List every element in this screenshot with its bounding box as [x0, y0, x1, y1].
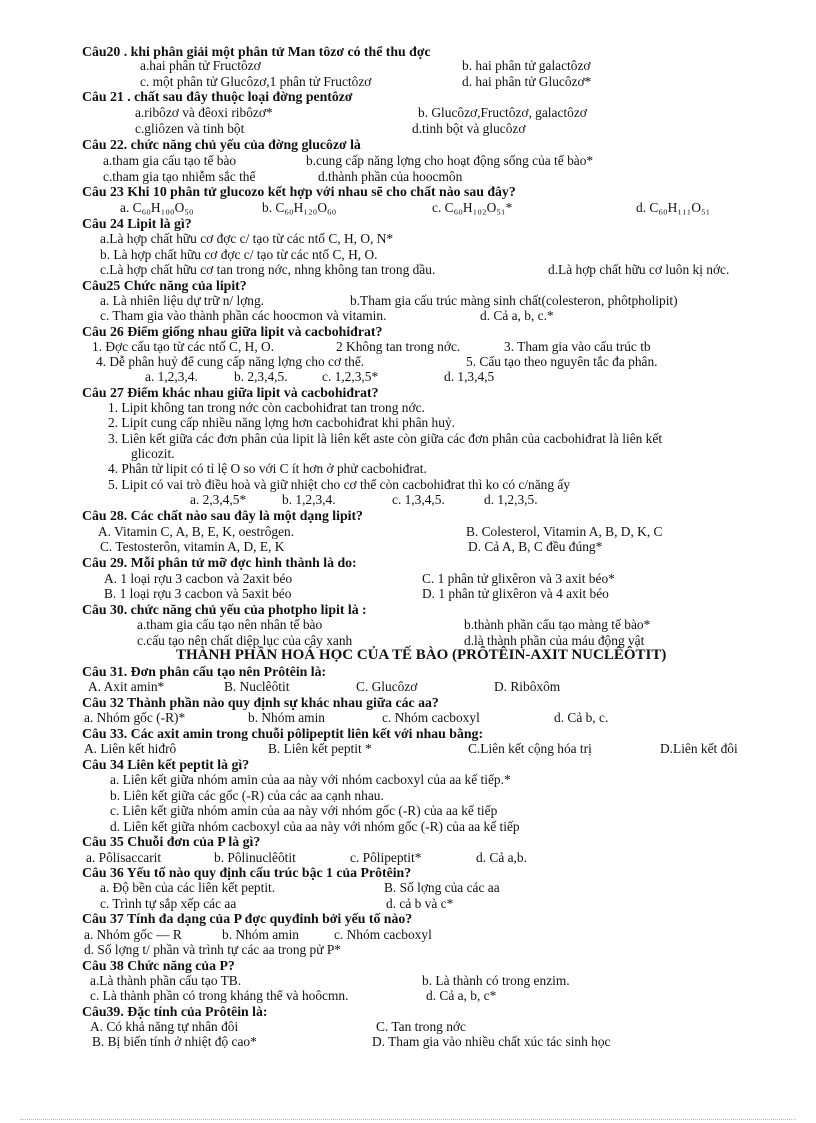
question-heading: Câu 26 Điểm giống nhau giữa lipit và cacbohiđrat? — [82, 324, 383, 339]
question-heading: Câu 30. chức năng chủ yếu của photpho lipit là : — [82, 602, 367, 617]
question-heading: Câu39. Đặc tính của Prôtêin là: — [82, 1004, 268, 1019]
answer-option: c. Trình tự sắp xếp các aa — [100, 896, 237, 911]
answer-option: A. Liên kết hiđrô — [84, 741, 177, 756]
answer-option: d. 1,2,3,5. — [484, 492, 538, 507]
answer-option: C. Tan trong nớc — [376, 1019, 466, 1034]
answer-option: d.thành phần của hoocmôn — [318, 169, 463, 184]
question-heading: Câu 36 Yếu tố nào quy định cấu trúc bậc 1 của Prôtêin? — [82, 865, 412, 880]
answer-option: glicozit. — [131, 446, 175, 461]
answer-option: b. Nhóm amin — [222, 927, 299, 942]
answer-option: d. hai phân tử Glucôzơ* — [462, 74, 592, 89]
page-bottom-rule — [20, 1119, 796, 1120]
answer-option: b. Liên kết giữa các gốc (-R) của các aa cạnh nhau. — [110, 788, 384, 803]
answer-option: d.là thành phần của máu động vật — [464, 633, 645, 648]
answer-option: c. Liên kết giữa nhóm amin của aa này với nhóm gốc (-R) của aa kế tiếp — [110, 803, 498, 818]
answer-option: d.Là hợp chất hữu cơ luôn kị nớc. — [548, 262, 730, 277]
answer-option: b. Là hợp chất hữu cơ đợc c/ tạo từ các ntố C, H, O. — [100, 247, 378, 262]
answer-option: A. Vitamin C, A, B, E, K, oestrôgen. — [98, 524, 295, 539]
answer-option: b.Tham gia cấu trúc màng sinh chất(colesteron, phôtpholipit) — [350, 293, 678, 308]
answer-option: a.Là hợp chất hữu cơ đợc c/ tạo từ các ntố C, H, O, N* — [100, 231, 394, 246]
question-heading: Câu 24 Lipit là gì? — [82, 216, 192, 231]
answer-option: a.tham gia cấu tạo tế bào — [103, 153, 237, 168]
answer-option: B. 1 loại rợu 3 cacbon và 5axit béo — [104, 586, 292, 601]
answer-option: C.Liên kết cộng hóa trị — [468, 741, 592, 756]
answer-option: d. Cả a,b. — [476, 850, 527, 865]
question-heading: Câu 28. Các chất nào sau đây là một dạng lipit? — [82, 508, 363, 523]
answer-option: b. 1,2,3,4. — [282, 492, 336, 507]
answer-option: C. Testosterôn, vitamin A, D, E, K — [100, 539, 285, 554]
answer-option: B. Liên kết peptit * — [268, 741, 372, 756]
answer-option: a. Pôlisaccarit — [86, 850, 162, 865]
answer-option: D. Ribôxôm — [494, 679, 561, 694]
answer-option: c. C₆₀H₁₀₂O₅₁* — [432, 200, 513, 215]
answer-option: 1. Đợc cấu tạo từ các ntố C, H, O. — [92, 339, 275, 354]
section-heading: THÀNH PHẦN HOÁ HỌC CỦA TẾ BÀO (PRÔTÊIN-AXIT NUCLÊÔTIT) — [176, 647, 667, 663]
answer-option: a. Nhóm gốc (-R)* — [84, 710, 186, 725]
answer-option: a. 1,2,3,4. — [145, 369, 198, 384]
question-heading: Câu25 Chức năng của lipit? — [82, 278, 247, 293]
answer-option: d. Số lợng t/ phần và trình tự các aa trong pử P* — [84, 942, 342, 957]
answer-option: d. Cả a, b, c* — [426, 988, 497, 1003]
question-heading: Câu 29. Mỗi phân tử mỡ đợc hình thành là do: — [82, 555, 357, 570]
question-heading: Câu20 . khi phân giải một phân tử Man tôzơ có thể thu đợc — [82, 44, 431, 59]
answer-option: c.Là hợp chất hữu cơ tan trong nớc, nhng không tan trong dầu. — [100, 262, 436, 277]
answer-option: 3. Tham gia vào cấu trúc tb — [504, 339, 651, 354]
answer-option: a.ribôzơ và đêoxi ribôzơ* — [135, 105, 273, 120]
answer-option: b. Nhóm amin — [248, 710, 325, 725]
answer-option: c. một phân tử Glucôzơ,1 phân tử Fructôzơ — [140, 74, 372, 89]
answer-option: b. Pôlinuclêôtit — [214, 850, 296, 865]
answer-option: a. Là nhiên liệu dự trữ n/ lợng. — [100, 293, 265, 308]
question-heading: Câu 23 Khi 10 phân tử glucozo kết hợp với nhau sẽ cho chất nào sau đây? — [82, 184, 516, 199]
answer-option: B. Colesterol, Vitamin A, B, D, K, C — [466, 524, 663, 539]
answer-option: b. hai phân tử galactôzơ — [462, 58, 591, 73]
answer-option: a.hai phân tử Fructôzơ — [140, 58, 261, 73]
answer-option: B. Bị biến tính ở nhiệt độ cao* — [92, 1034, 257, 1049]
answer-option: c. Là thành phần có trong kháng thể và hoôcmn. — [90, 988, 349, 1003]
answer-option: c. Tham gia vào thành phần các hoocmon và vitamin. — [100, 308, 387, 323]
answer-option: c.tham gia tạo nhiễm sắc thể — [103, 169, 256, 184]
answer-option: d. Liên kết giữa nhóm cacboxyl của aa này với nhóm gốc (-R) của aa kế tiếp — [110, 819, 520, 834]
question-heading: Câu 33. Các axit amin trong chuỗi pôlipeptit liên kết với nhau bằng: — [82, 726, 484, 741]
answer-option: d. cả b và c* — [386, 896, 454, 911]
answer-option: 4. Dễ phân huỷ để cung cấp năng lợng cho cơ thể. — [96, 354, 365, 369]
answer-option: 3. Liên kết giữa các đơn phân của lipit là liên kết aste còn giữa các đơn phân của cacbohiđrat là liên kết — [108, 431, 663, 446]
question-heading: Câu 34 Liên kết peptit là gì? — [82, 757, 250, 772]
answer-option: b. Là thành có trong enzim. — [422, 973, 570, 988]
question-heading: Câu 35 Chuỗi đơn của P là gì? — [82, 834, 261, 849]
answer-option: b. Glucôzơ,Fructôzơ, galactôzơ — [418, 105, 587, 120]
answer-option: C. Glucôzơ — [356, 679, 418, 694]
answer-option: A. Axit amin* — [88, 679, 165, 694]
answer-option: a. Nhóm gốc — R — [84, 927, 182, 942]
question-heading: Câu 38 Chức năng của P? — [82, 958, 235, 973]
answer-option: c. Nhóm cacboxyl — [382, 710, 480, 725]
answer-option: 5. Cấu tạo theo nguyên tắc đa phân. — [466, 354, 658, 369]
question-heading: Câu 21 . chất sau đây thuộc loại đờng pentôzơ — [82, 89, 353, 104]
answer-option: D.Liên kết đôi — [660, 741, 738, 756]
answer-option: b. C₆₀H₁₂₀O₆₀ — [262, 200, 337, 215]
answer-option: 2. Lipit cung cấp nhiều năng lợng hơn cacbohiđrat khi phân huỷ. — [108, 415, 455, 430]
answer-option: a. 2,3,4,5* — [190, 492, 247, 507]
answer-option: C. 1 phân tử glixêron và 3 axit béo* — [422, 571, 615, 586]
answer-option: a. Độ bền của các liên kết peptit. — [100, 880, 276, 895]
answer-option: c. Nhóm cacboxyl — [334, 927, 432, 942]
answer-option: c.gliôzen và tinh bột — [135, 121, 245, 136]
answer-option: D. Cả A, B, C đều đúng* — [468, 539, 603, 554]
question-heading: Câu 22. chức năng chủ yếu của đờng glucôzơ là — [82, 137, 361, 152]
answer-option: d.tinh bột và glucôzơ — [412, 121, 526, 136]
answer-option: D. 1 phân tử glixêron và 4 axit béo — [422, 586, 609, 601]
answer-option: a.tham gia cấu tạo nên nhân tế bào — [137, 617, 323, 632]
answer-option: 2 Không tan trong nớc. — [336, 339, 461, 354]
answer-option: a. Liên kết giữa nhóm amin của aa này với nhóm cacboxyl của aa kế tiếp.* — [110, 772, 511, 787]
answer-option: d. 1,3,4,5 — [444, 369, 495, 384]
answer-option: a. C₆₀H₁₀₀O₅₀ — [120, 200, 194, 215]
answer-option: B. Nuclêôtit — [224, 679, 290, 694]
answer-option: B. Số lợng của các aa — [384, 880, 500, 895]
answer-option: A. 1 loại rợu 3 cacbon và 2axit béo — [104, 571, 293, 586]
question-heading: Câu 32 Thành phần nào quy định sự khác nhau giữa các aa? — [82, 695, 439, 710]
answer-option: 1. Lipit không tan trong nớc còn cacbohiđrat tan trong nớc. — [108, 400, 425, 415]
answer-option: c.cấu tạo nên chất diệp lục của cây xanh — [137, 633, 353, 648]
answer-option: A. Có khả năng tự nhân đôi — [90, 1019, 239, 1034]
answer-option: c. 1,3,4,5. — [392, 492, 445, 507]
answer-option: d. Cả a, b, c.* — [480, 308, 554, 323]
answer-option: c. Pôlipeptit* — [350, 850, 422, 865]
answer-option: 4. Phân tử lipit có tỉ lệ O so với C ít hơn ở phử cacbohiđrat. — [108, 461, 427, 476]
answer-option: c. 1,2,3,5* — [322, 369, 379, 384]
answer-option: 5. Lipit có vai trò điều hoà và giữ nhiệt cho cơ thể còn cacbohiđrat thì ko có c/năng ấy — [108, 477, 571, 492]
answer-option: b.thành phần cấu tạo màng tế bào* — [464, 617, 651, 632]
question-heading: Câu 37 Tính đa dạng của P đợc quyđinh bởi yếu tố nào? — [82, 911, 413, 926]
answer-option: b.cung cấp năng lợng cho hoạt động sống của tế bào* — [306, 153, 594, 168]
answer-option: d. C₆₀H₁₁₁O₅₁ — [636, 200, 711, 215]
question-heading: Câu 31. Đơn phân cấu tạo nên Prôtêin là: — [82, 664, 327, 679]
answer-option: D. Tham gia vào nhiều chất xúc tác sinh học — [372, 1034, 611, 1049]
answer-option: b. 2,3,4,5. — [234, 369, 288, 384]
answer-option: a.Là thành phần cấu tạo TB. — [90, 973, 242, 988]
question-heading: Câu 27 Điểm khác nhau giữa lipit và cacbohiđrat? — [82, 385, 379, 400]
answer-option: d. Cả b, c. — [554, 710, 609, 725]
